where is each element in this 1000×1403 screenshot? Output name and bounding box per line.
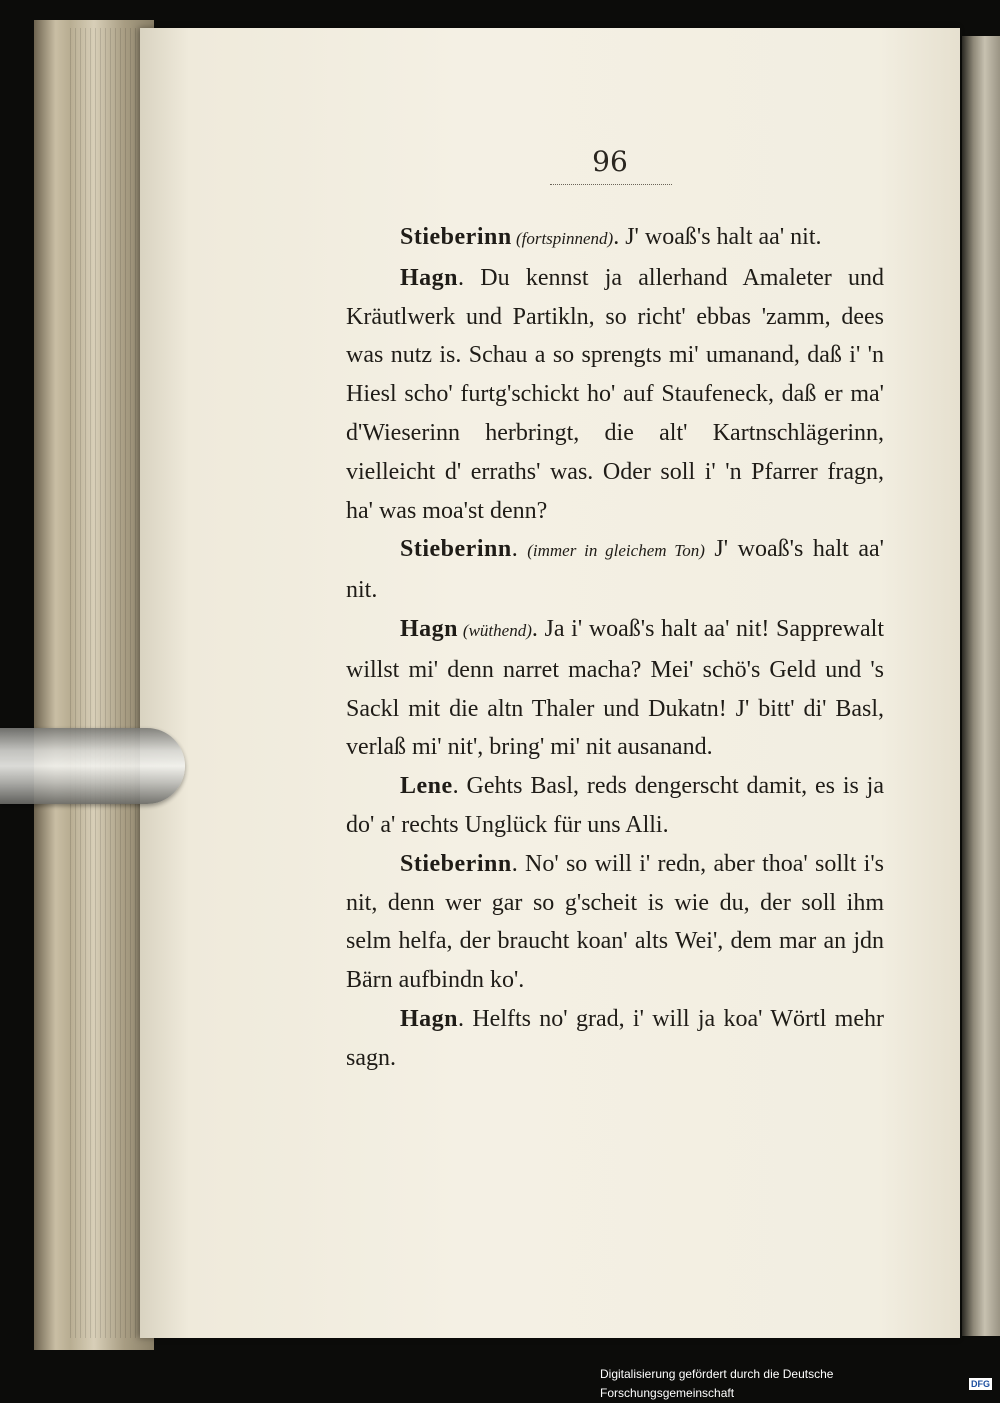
speaker-name: Lene	[400, 773, 453, 800]
header-rule	[550, 184, 672, 186]
page-number: 96	[592, 145, 628, 178]
footer-bar	[600, 1366, 992, 1400]
speaker-name: Stieberinn	[400, 536, 512, 563]
dialogue-line: . Ja i' woaß's halt aa' nit! Sapprewalt willst mi' denn narret macha? Mei' schö's Geld und 's Sackl mit die altn Thaler und Dukatn! J' bitt' di' Basl, verlaß mi' nit', bring' mi' nit ausanand.	[346, 615, 884, 761]
dialogue-line: . Du kennst ja allerhand Amaleter und Kräutlwerk und Partikln, so richt' ebbas 'zamm, dees was nutz is. Schau a so sprengts mi' umanand, daß i' 'n Hiesl scho' furtg'schickt ho' auf Staufeneck, daß er ma' d'Wieserinn herbringt, die alt' Kartnschlägerinn, vielleicht d' erraths' was. Oder soll i' 'n Pfarrer fragn, ha' was moa'st denn?	[346, 264, 884, 524]
dialogue-paragraph	[346, 610, 884, 767]
speaker-name: Stieberinn	[400, 850, 512, 877]
stage-direction: (wüthend)	[458, 620, 532, 640]
dialogue-line: . Helfts no' grad, i' will ja koa' Wörtl mehr sagn.	[346, 1005, 884, 1071]
speaker-name: Hagn	[400, 615, 459, 642]
speaker-name: Hagn	[400, 264, 459, 291]
dialogue-line: . Gehts Basl, reds dengerscht damit, es is ja do' a' rechts Unglück für uns Alli.	[346, 773, 884, 838]
dialogue-paragraph	[346, 767, 884, 845]
facing-page-edge	[962, 36, 1000, 1336]
dialogue-line: .	[511, 536, 528, 563]
dfg-logo: DFG	[971, 1378, 990, 1389]
dialogue-paragraph	[346, 530, 884, 610]
page-edges	[70, 28, 140, 1338]
stage-direction: (immer in gleichem Ton)	[527, 541, 705, 561]
footer-credit: Digitalisierung gefördert durch die Deutsche Forschungsgemeinschaft	[600, 1366, 834, 1400]
dialogue-paragraph	[346, 845, 884, 1000]
dialogue-paragraph	[346, 218, 884, 259]
dialogue-text	[346, 218, 884, 1078]
page-clamp	[0, 728, 185, 804]
speaker-name: Stieberinn	[400, 224, 512, 250]
dialogue-paragraph	[346, 1000, 884, 1078]
dialogue-line: . No' so will i' redn, aber thoa' sollt i's nit, denn wer gar so g'scheit is wie du, der soll ihm selm helfa, der braucht koan' alts Wei', dem mar an jdn Bärn aufbindn ko'.	[346, 850, 884, 994]
dialogue-line: . J' woaß's halt aa' nit.	[613, 224, 822, 250]
stage-direction: (fortspinnend)	[511, 229, 614, 248]
dialogue-line: J' woaß's halt aa' nit.	[346, 536, 884, 604]
dialogue-paragraph	[346, 259, 884, 531]
speaker-name: Hagn	[400, 1005, 459, 1032]
